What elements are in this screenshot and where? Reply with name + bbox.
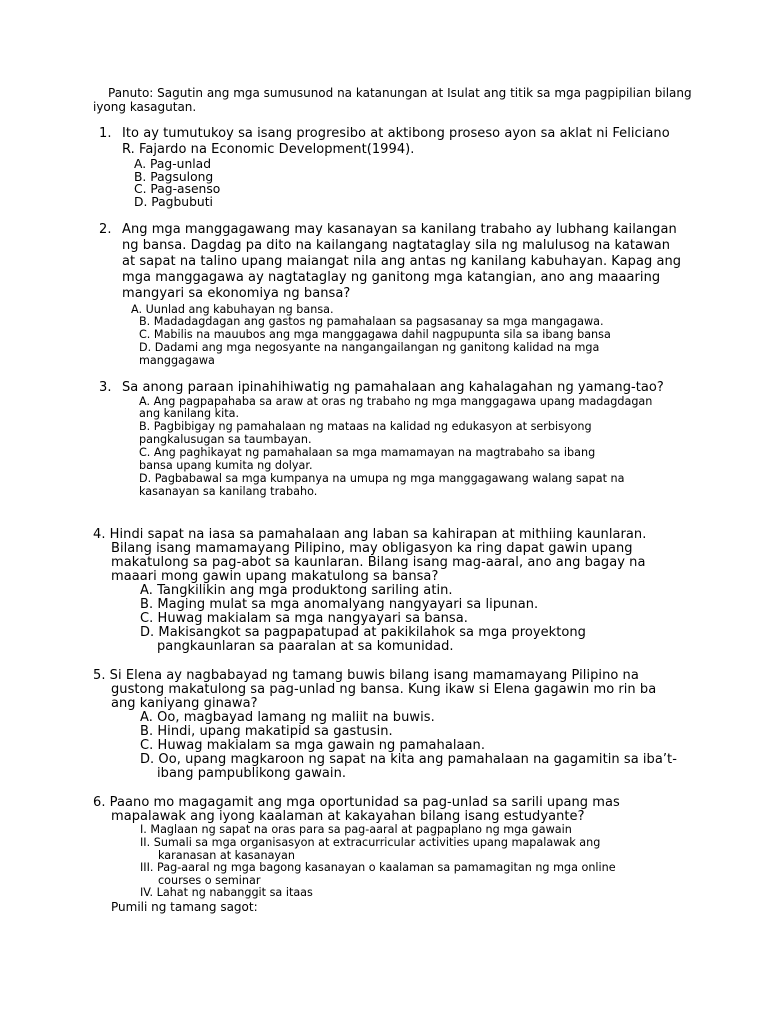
q3-choice-d: D. Pagbabawal sa mga kumpanya na umupa ng mga manggagawang walang sapat na [139,472,625,485]
q5-choice-c: C. Huwag makialam sa mga gawain ng pamahalaan. [140,738,486,753]
q4-choice-a: A. Tangkilikin ang mga produktong sariling atin. [140,583,453,598]
q6-text-line-2: mapalawak ang iyong kaalaman at kakayahan bilang isang estudyante? [111,809,585,824]
q6-choice-iii: III. Pag-aaral ng mga bagong kasanayan o kaalaman sa pamamagitan ng mga online [140,861,616,874]
q3-text-line-1: Sa anong paraan ipinahihiwatig ng pamahalaan ang kahalagahan ng yamang-tao? [122,380,664,395]
q4-text-line-1: 4. Hindi sapat na iasa sa pamahalaan ang laban sa kahirapan at mithiing kaunlaran. [93,527,647,542]
q2-choice-c: C. Mabilis na mauubos ang mga manggagawa dahil nagpupunta sila sa ibang bansa [139,328,611,341]
q2-text-line-1: Ang mga manggagawang may kasanayan sa kanilang trabaho ay lubhang kailangan [122,222,677,237]
q5-choice-a: A. Oo, magbayad lamang ng maliit na buwis. [140,710,435,725]
q1-choice-b: B. Pagsulong [134,170,214,184]
q5-choice-b: B. Hindi, upang makatipid sa gastusin. [140,724,393,739]
q1-choice-a: A. Pag-unlad [134,157,211,171]
q3-choice-c-cont: bansa upang kumita ng dolyar. [139,459,313,472]
q6-choice-ii: II. Sumali sa mga organisasyon at extracurricular activities upang mapalawak ang [140,836,601,849]
q3-choice-b-cont: pangkalusugan sa taumbayan. [139,433,312,446]
q6-choice-iii-cont: courses o seminar [158,874,261,887]
q2-number: 2. [99,222,112,237]
q2-choice-d-cont: manggagawa [139,354,215,367]
q5-text-line-3: ang kaniyang ginawa? [111,696,258,711]
q1-choice-c: C. Pag-asenso [134,182,221,196]
q2-choice-b: B. Madadagdagan ang gastos ng pamahalaan sa pagsasanay sa mga mangagawa. [139,315,604,328]
q4-text-line-2: Bilang isang mamamayang Pilipino, may obligasyon ka ring dapat gawin upang [111,541,633,556]
q4-choice-b: B. Maging mulat sa mga anomalyang nangyayari sa lipunan. [140,597,539,612]
q6-text-line-1: 6. Paano mo magagamit ang mga oportunidad sa pag-unlad sa sarili upang mas [93,795,620,810]
q4-text-line-3: makatulong sa pag-abot sa kaunlaran. Bilang isang mag-aaral, ano ang bagay na [111,555,646,570]
q5-text-line-2: gustong makatulong sa pag-unlad ng bansa. Kung ikaw si Elena gagawin mo rin ba [111,682,657,697]
q3-choice-a: A. Ang pagpapahaba sa araw at oras ng trabaho ng mga manggagawa upang madagdagan [139,395,653,408]
q3-choice-d-cont: kasanayan sa kanilang trabaho. [139,485,318,498]
q2-text-line-2: ng bansa. Dagdag pa dito na kailangang nagtataglay sila ng malulusog na katawan [122,238,671,253]
q3-choice-b: B. Pagbibigay ng pamahalaan ng mataas na kalidad ng edukasyon at serbisyong [139,420,592,433]
q2-choice-a: A. Uunlad ang kabuhayan ng bansa. [131,303,334,316]
q6-choice-ii-cont: karanasan at kasanayan [158,849,296,862]
q2-choice-d: D. Dadami ang mga negosyante na nangangailangan ng ganitong kalidad na mga [139,341,600,354]
q3-number: 3. [99,380,112,395]
instructions-line-2: iyong kasagutan. [93,100,197,114]
q5-choice-d: D. Oo, upang magkaroon ng sapat na kita ang pamahalaan na gagamitin sa iba’t- [140,752,677,767]
q5-text-line-1: 5. Si Elena ay nagbabayad ng tamang buwis bilang isang mamamayang Pilipino na [93,668,639,683]
q6-prompt: Pumili ng tamang sagot: [111,900,258,914]
q6-choice-i: I. Maglaan ng sapat na oras para sa pag-aaral at pagpaplano ng mga gawain [140,823,572,836]
q3-choice-a-cont: ang kanilang kita. [139,407,240,420]
q2-text-line-5: mangyari sa ekonomiya ng bansa? [122,286,351,301]
q4-text-line-4: maaari mong gawin upang makatulong sa bansa? [111,569,439,584]
instructions-line-1: Panuto: Sagutin ang mga sumusunod na katanungan at Isulat ang titik sa mga pagpipilian bilang [108,86,692,100]
q4-choice-c: C. Huwag makialam sa mga nangyayari sa bansa. [140,611,468,626]
q3-choice-c: C. Ang paghikayat ng pamahalaan sa mga mamamayan na magtrabaho sa ibang [139,446,596,459]
q4-choice-d: D. Makisangkot sa pagpapatupad at pakikilahok sa mga proyektong [140,625,586,640]
q1-text-line-1: Ito ay tumutukoy sa isang progresibo at aktibong proseso ayon sa aklat ni Feliciano [122,126,670,141]
q5-choice-d-cont: ibang pampublikong gawain. [157,766,347,781]
q1-choice-d: D. Pagbubuti [134,195,213,209]
q4-choice-d-cont: pangkaunlaran sa paaralan at sa komunidad. [157,639,454,654]
q1-number: 1. [99,126,112,141]
q6-choice-iv: IV. Lahat ng nabanggit sa itaas [140,886,313,899]
q2-text-line-4: mga manggagawa ay nagtataglay ng ganitong mga katangian, ano ang maaaring [122,270,661,285]
q1-text-line-2: R. Fajardo na Economic Development(1994). [122,142,415,157]
q2-text-line-3: at sapat na talino upang maiangat nila ang antas ng kanilang kabuhayan. Kapag ang [122,254,682,269]
